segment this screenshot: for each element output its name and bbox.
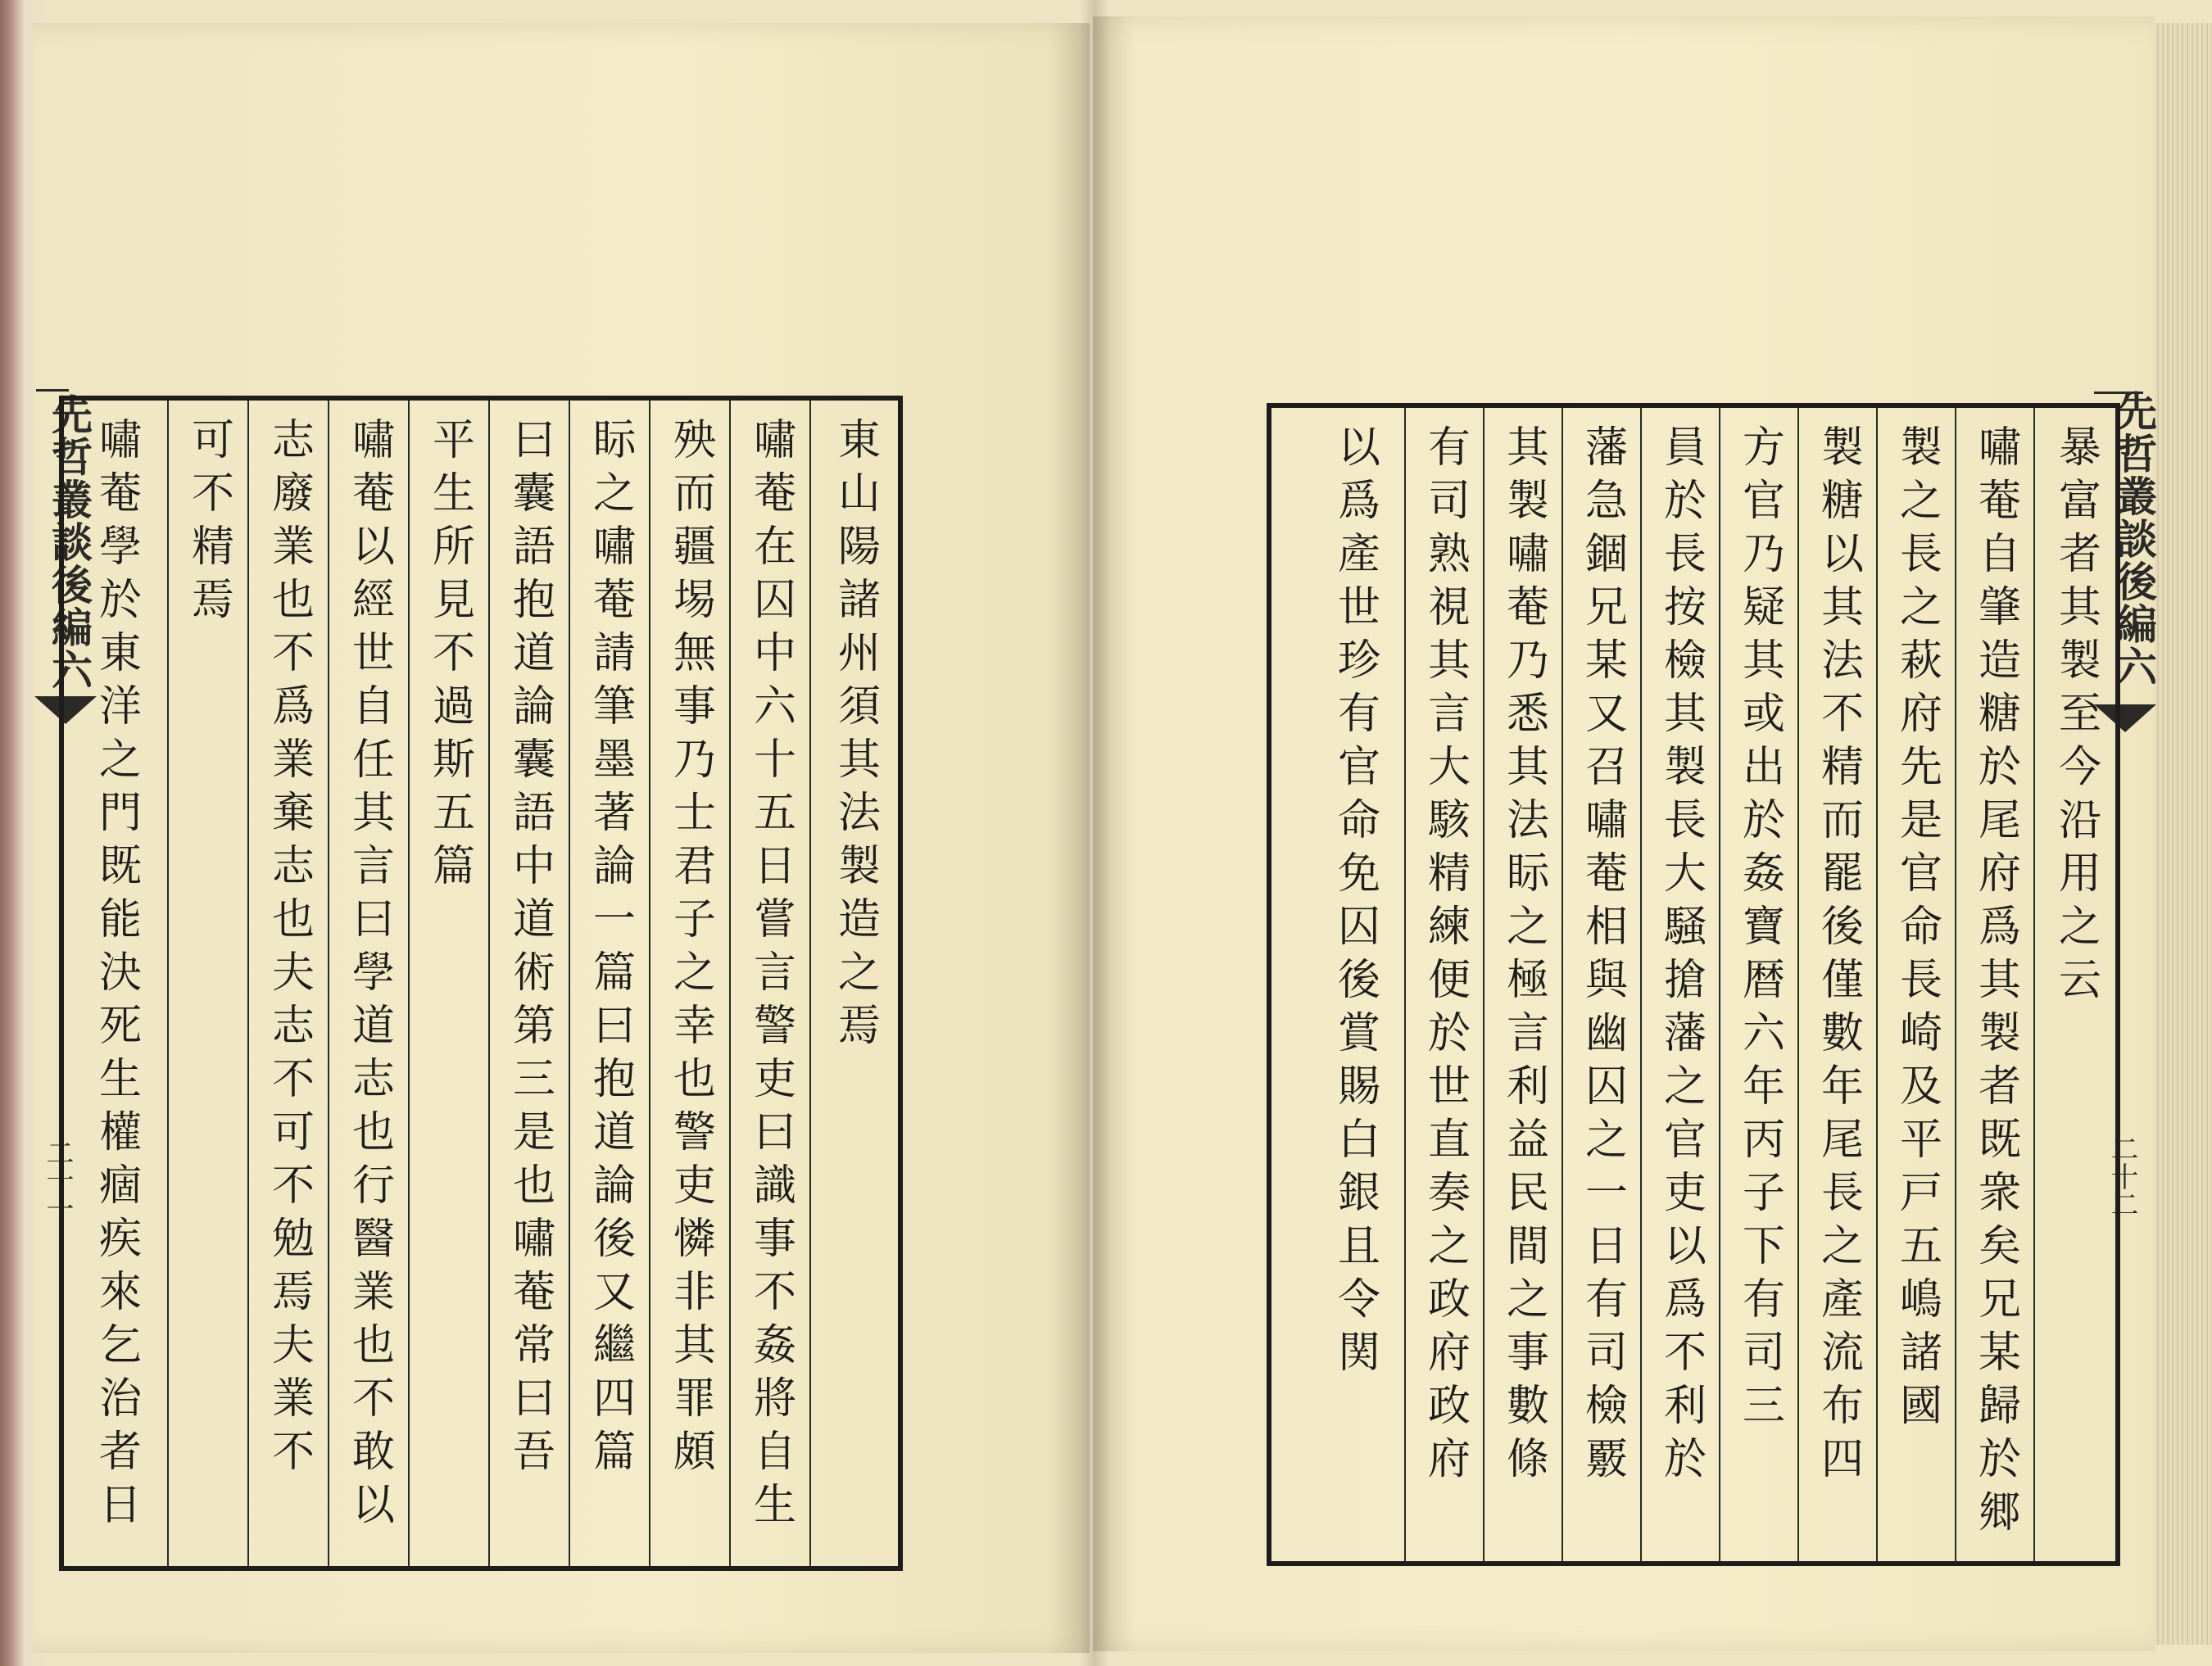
text-column [1562, 408, 1640, 1561]
margin-title-left: 先哲叢談後編六 [45, 393, 93, 691]
text-column [1955, 408, 2033, 1561]
column-text: 藩急錮兄某又召嘯菴相與幽囚之一日有司檢覈 [1577, 424, 1627, 1489]
column-text: 員於長按檢其製長大騒搶藩之官吏以爲不利於 [1656, 424, 1706, 1489]
right-text-frame [1267, 403, 2120, 1566]
text-column [1797, 408, 1876, 1561]
column-text: 可不精焉 [184, 417, 233, 630]
column-text: 平生所見不過斯五篇 [424, 417, 474, 896]
gutter [1080, 0, 1109, 1666]
column-text: 暴富者其製至今沿用之云 [2051, 424, 2101, 1010]
text-column [809, 401, 898, 1566]
column-text: 眎之嘯菴請筆墨著論一篇曰抱道論後又繼四篇 [585, 417, 635, 1482]
column-text: 嘯菴學於東洋之門既能決死生權痼疾來乞治者日 [91, 417, 141, 1535]
folio-left: 二十一 [41, 1139, 74, 1222]
text-column [408, 401, 488, 1566]
left-text-frame [59, 396, 903, 1571]
text-column [569, 401, 649, 1566]
column-text: 其製嘯菴乃悉其法眎之極言利益民間之事數條 [1498, 424, 1548, 1489]
text-column [247, 401, 328, 1566]
text-column [1719, 408, 1797, 1561]
folio-right: 二十二 [2105, 1134, 2138, 1218]
text-column [328, 401, 408, 1566]
column-text: 志廢業也不爲業棄志也夫志不可不勉焉夫業不 [264, 417, 314, 1482]
page-edges [2155, 23, 2212, 1645]
column-text: 製糖以其法不精而罷後僅數年尾長之產流布四 [1813, 424, 1863, 1489]
margin-title-right: 先哲叢談後編六 [2110, 390, 2158, 688]
column-text: 殃而疆埸無事乃士君子之幸也警吏憐非其罪頗 [665, 417, 715, 1482]
column-text: 嘯菴在囚中六十五日嘗言警吏曰識事不姦將自生 [746, 417, 796, 1535]
text-column [2033, 408, 2115, 1561]
column-text: 嘯菴自肇造糖於尾府爲其製者既衆矣兄某歸於郷 [1970, 424, 2020, 1542]
text-column [1876, 408, 1955, 1561]
text-column [1483, 408, 1562, 1561]
column-text: 方官乃疑其或出於姦寶暦六年丙子下有司三 [1734, 424, 1784, 1436]
text-column [1640, 408, 1719, 1561]
column-text: 曰囊語抱道論囊語中道術第三是也嘯菴常曰吾 [505, 417, 555, 1482]
text-column [729, 401, 809, 1566]
column-text: 東山陽諸州須其法製造之焉 [830, 417, 880, 1056]
column-text: 製之長之萩府先是官命長崎及平戸五嶋諸國 [1892, 424, 1942, 1436]
column-text: 嘯菴以經世自任其言曰學道志也行醫業也不敢以 [344, 417, 394, 1535]
column-text: 以爲產世珍有官命免囚後賞賜白銀且令関 [1330, 424, 1380, 1383]
text-column [649, 401, 729, 1566]
text-column [488, 401, 569, 1566]
text-column [167, 401, 247, 1566]
text-column [1404, 408, 1483, 1561]
text-column [64, 401, 167, 1566]
text-column [1271, 408, 1404, 1561]
margin-rule-left [36, 389, 69, 392]
column-text: 有司熟視其言大駭精練便於世直奏之政府政府 [1420, 424, 1470, 1489]
